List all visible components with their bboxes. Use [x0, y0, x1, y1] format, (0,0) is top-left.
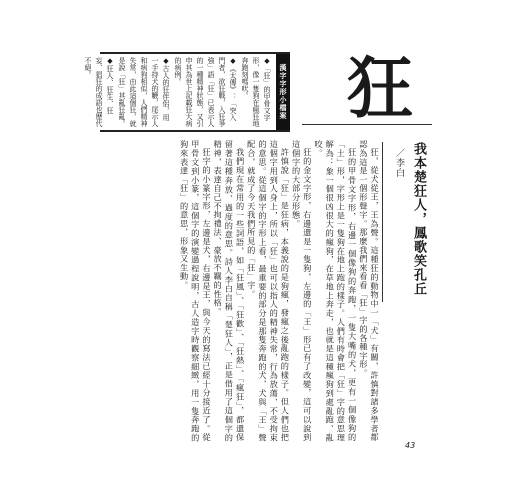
featured-character: 狂: [347, 49, 413, 127]
article-title: 我本楚狂人，鳳歌笑孔丘: [411, 142, 426, 296]
title-divider: [382, 142, 383, 302]
character-tips-box: [84, 52, 290, 132]
body-paragraph: 許慎說「狂」是狂病，本義說的是狗瘋，發瘋之後亂跑的樣子。但人們也把這個字用到人身上，所以「狂」也可以指人的精神失常，行為放蕩、不受拘束的意思。從這個字的字形上看，最重要的部分是那隻奔跑的犬，犬與「王」聲配合，就成了今天我們所見的「狂」字。: [246, 140, 291, 442]
page-number: 43: [405, 441, 416, 450]
body-paragraph: 狂的金文字形，右邊還是一隻狗，左邊的「王」形已有了改變，這可以說到這個字的大部分形態。: [291, 140, 313, 442]
body-paragraph: 我們現在常用的一些詞語，如「狂風」、「狂歡」、「狂熱」、「瘋狂」，都還保留著這種奔放、過度的意思。詩人李白自稱「楚狂人」，正是借用了這個字的精神，表達自己不拘禮法、豪放不羈的性格。: [213, 140, 246, 442]
tips-item: ◆古人的狂伴侶，用一手持犬的鞭，尾示人和病狗相似，人們精神失常，由此這個狂，就是說「狂」其亂狂亂。: [118, 57, 170, 127]
tips-item: ◆《太傳》：「突入門者，欲狂戰，入狂爭強」語「狂」已表示人的一種精神狀態，又引申其為世上記載狂大病的病例。: [174, 57, 237, 127]
tips-box-body: [84, 57, 272, 127]
body-paragraph: 狂的甲骨文字形，右邊一個像狗的奔跑，一隻大嘴的犬，更有一個像狗的「土」形，字形上是一隻狗在地上跑的樣子。人們有時會把「狂」字的意思理解為：象一個很凶很大的瘋狗，在草地上奔走，也就是這種瘋狗到處亂跑、亂咬。: [313, 140, 358, 442]
article-author: ／李白: [394, 148, 404, 178]
article-heading: [388, 142, 428, 302]
body-paragraph: 狂字的小篆字形，左邊是犬，右邊是王，與今天的寫法已經十分接近了。從甲骨文到小篆，這個字的演變過程說明，古人造字時觀察細緻，用一隻奔跑的狗來表達「狂」的意思，形象又生動。: [179, 140, 212, 442]
article-body: [100, 140, 380, 442]
character-divider: [302, 124, 432, 125]
tips-item: ◆「狂」的甲骨文字形，像一隻狗在瘋狂地奔跑刻嗎吠。: [241, 57, 271, 127]
tips-box-header: 漢字字形小檔案: [276, 54, 290, 130]
tips-item: ◆狂人、狂生、狂妄、猖狂的成語也歷代不絕。: [84, 57, 114, 127]
body-paragraph: 狂，從犬從王，王為聲。這種狂的動物中一「犬」有關，許慎對諸多學者都認為這是一個形聲字。那麼我們來看看「狂」字的各種字形。: [358, 140, 380, 442]
